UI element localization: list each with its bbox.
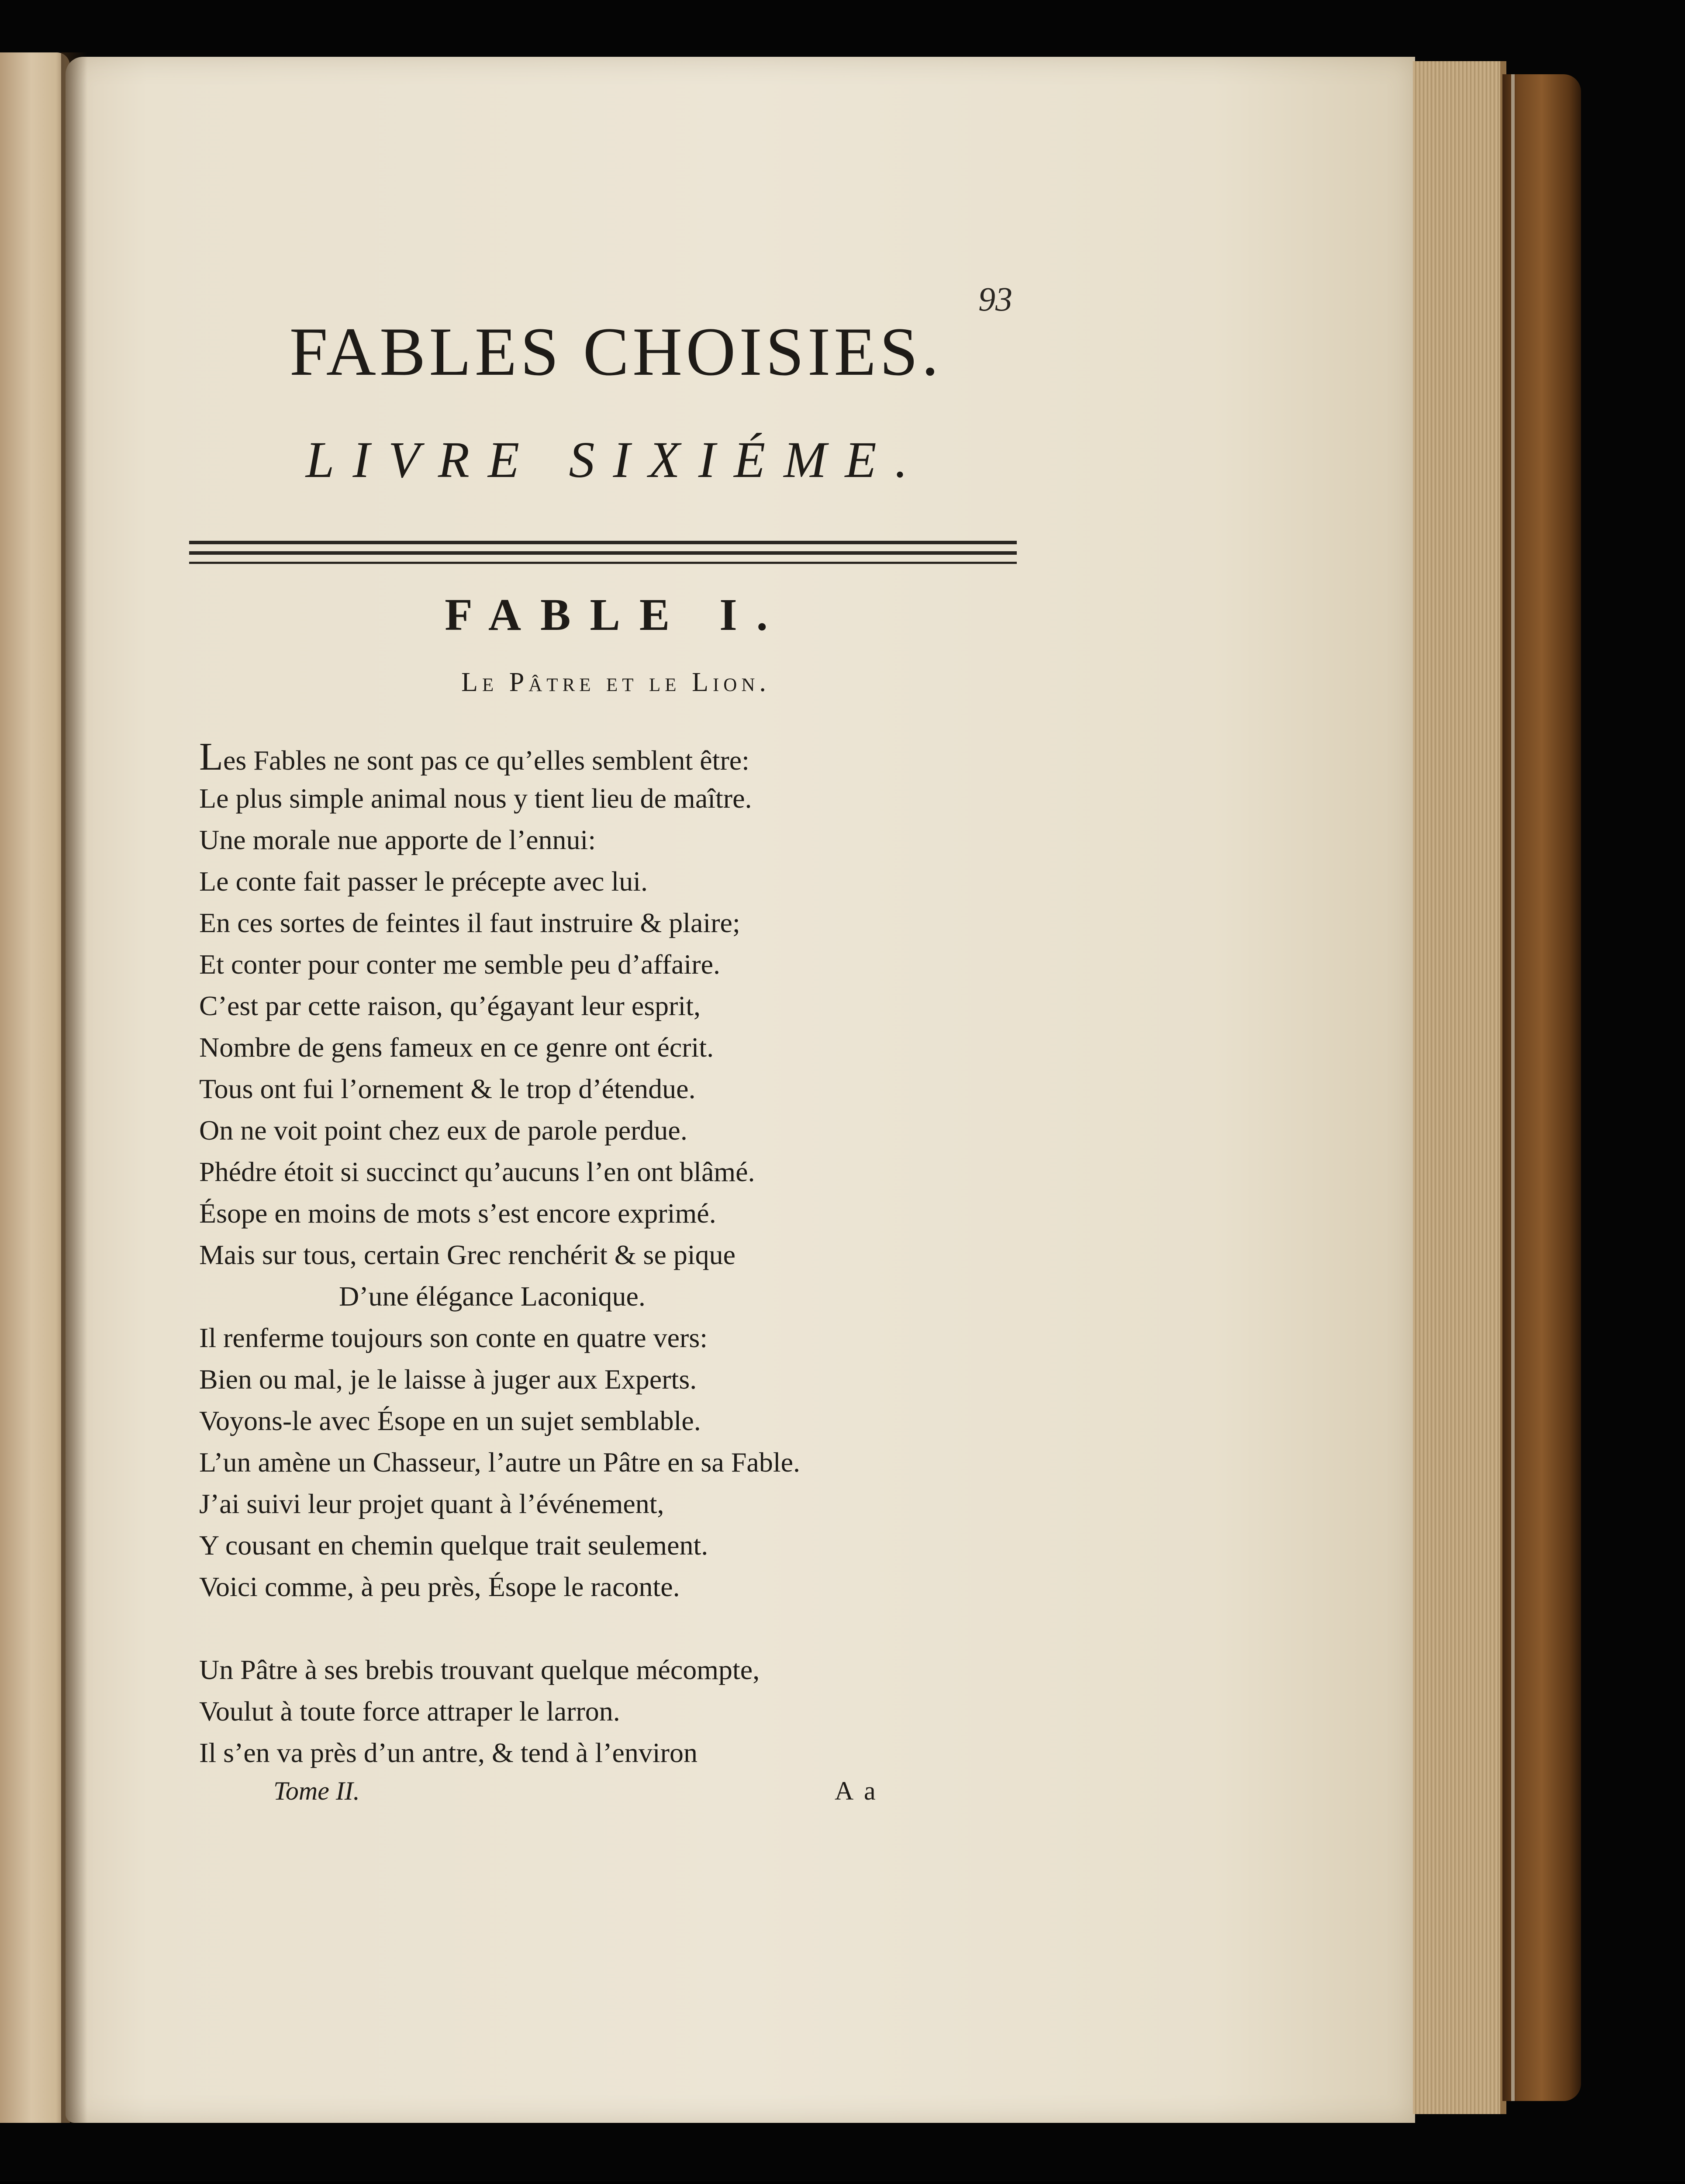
verse-line: Bien ou mal, je le laisse à juger aux Experts. bbox=[199, 1364, 697, 1395]
verse-line: En ces sortes de feintes il faut instruire & plaire; bbox=[199, 907, 740, 938]
fable-heading: FABLE I. bbox=[445, 590, 787, 640]
verse-line: Voulut à toute force attraper le larron. bbox=[199, 1696, 620, 1727]
verse-line: Le conte fait passer le précepte avec lui. bbox=[199, 866, 648, 897]
verse-line: Un Pâtre à ses brebis trouvant quelque mécompte, bbox=[199, 1654, 760, 1685]
page-number: 93 bbox=[978, 280, 1012, 318]
page-foot-line bbox=[199, 1773, 885, 1808]
signature-mark: A a bbox=[835, 1776, 878, 1805]
stanza-break bbox=[199, 1607, 1029, 1649]
fable-title: Le Pâtre et le Lion. bbox=[461, 667, 770, 697]
verse-line: Mais sur tous, certain Grec renchérit & se pique bbox=[199, 1239, 736, 1270]
title-rule-middle bbox=[189, 551, 1017, 555]
verse-line: Ésope en moins de mots s’est encore exprimé. bbox=[199, 1198, 716, 1229]
verse-line: On ne voit point chez eux de parole perdue. bbox=[199, 1115, 687, 1146]
volume-label: Tome II. bbox=[273, 1776, 360, 1805]
book-title: FABLES CHOISIES. bbox=[289, 314, 943, 390]
verse-line: Et conter pour conter me semble peu d’affaire. bbox=[199, 949, 720, 980]
verse-line: Les Fables ne sont pas ce qu’elles semblent être: bbox=[199, 735, 749, 778]
verse-line: Le plus simple animal nous y tient lieu de maître. bbox=[199, 783, 752, 814]
verse-line: D’une élégance Laconique. bbox=[339, 1281, 646, 1312]
verse-line: L’un amène un Chasseur, l’autre un Pâtre en sa Fable. bbox=[199, 1447, 800, 1478]
verse-line: Y cousant en chemin quelque trait seulement. bbox=[199, 1530, 708, 1561]
verse-line: Il renferme toujours son conte en quatre vers: bbox=[199, 1322, 708, 1353]
verse-line: J’ai suivi leur projet quant à l’événement, bbox=[199, 1488, 664, 1519]
title-rule-thick bbox=[189, 541, 1017, 544]
title-rule-thin bbox=[189, 562, 1017, 564]
verse-line: Phédre étoit si succinct qu’aucuns l’en ont blâmé. bbox=[199, 1156, 755, 1187]
verse-line: Tous ont fui l’ornement & le trop d’étendue. bbox=[199, 1073, 696, 1104]
poem-text bbox=[199, 736, 1029, 1808]
book-subtitle: LIVRE SIXIÉME. bbox=[305, 431, 926, 488]
verse-line: C’est par cette raison, qu’égayant leur esprit, bbox=[199, 990, 701, 1021]
verse-line: Une morale nue apporte de l’ennui: bbox=[199, 824, 596, 855]
footer-text bbox=[274, 2167, 886, 2181]
verse-line: Nombre de gens fameux en ce genre ont écrit. bbox=[199, 1032, 714, 1063]
verse-line: Voyons-le avec Ésope en un sujet semblable. bbox=[199, 1405, 701, 1436]
verse-line: Il s’en va près d’un antre, & tend à l’environ bbox=[199, 1737, 697, 1768]
verse-line: Voici comme, à peu près, Ésope le raconte. bbox=[199, 1571, 680, 1602]
